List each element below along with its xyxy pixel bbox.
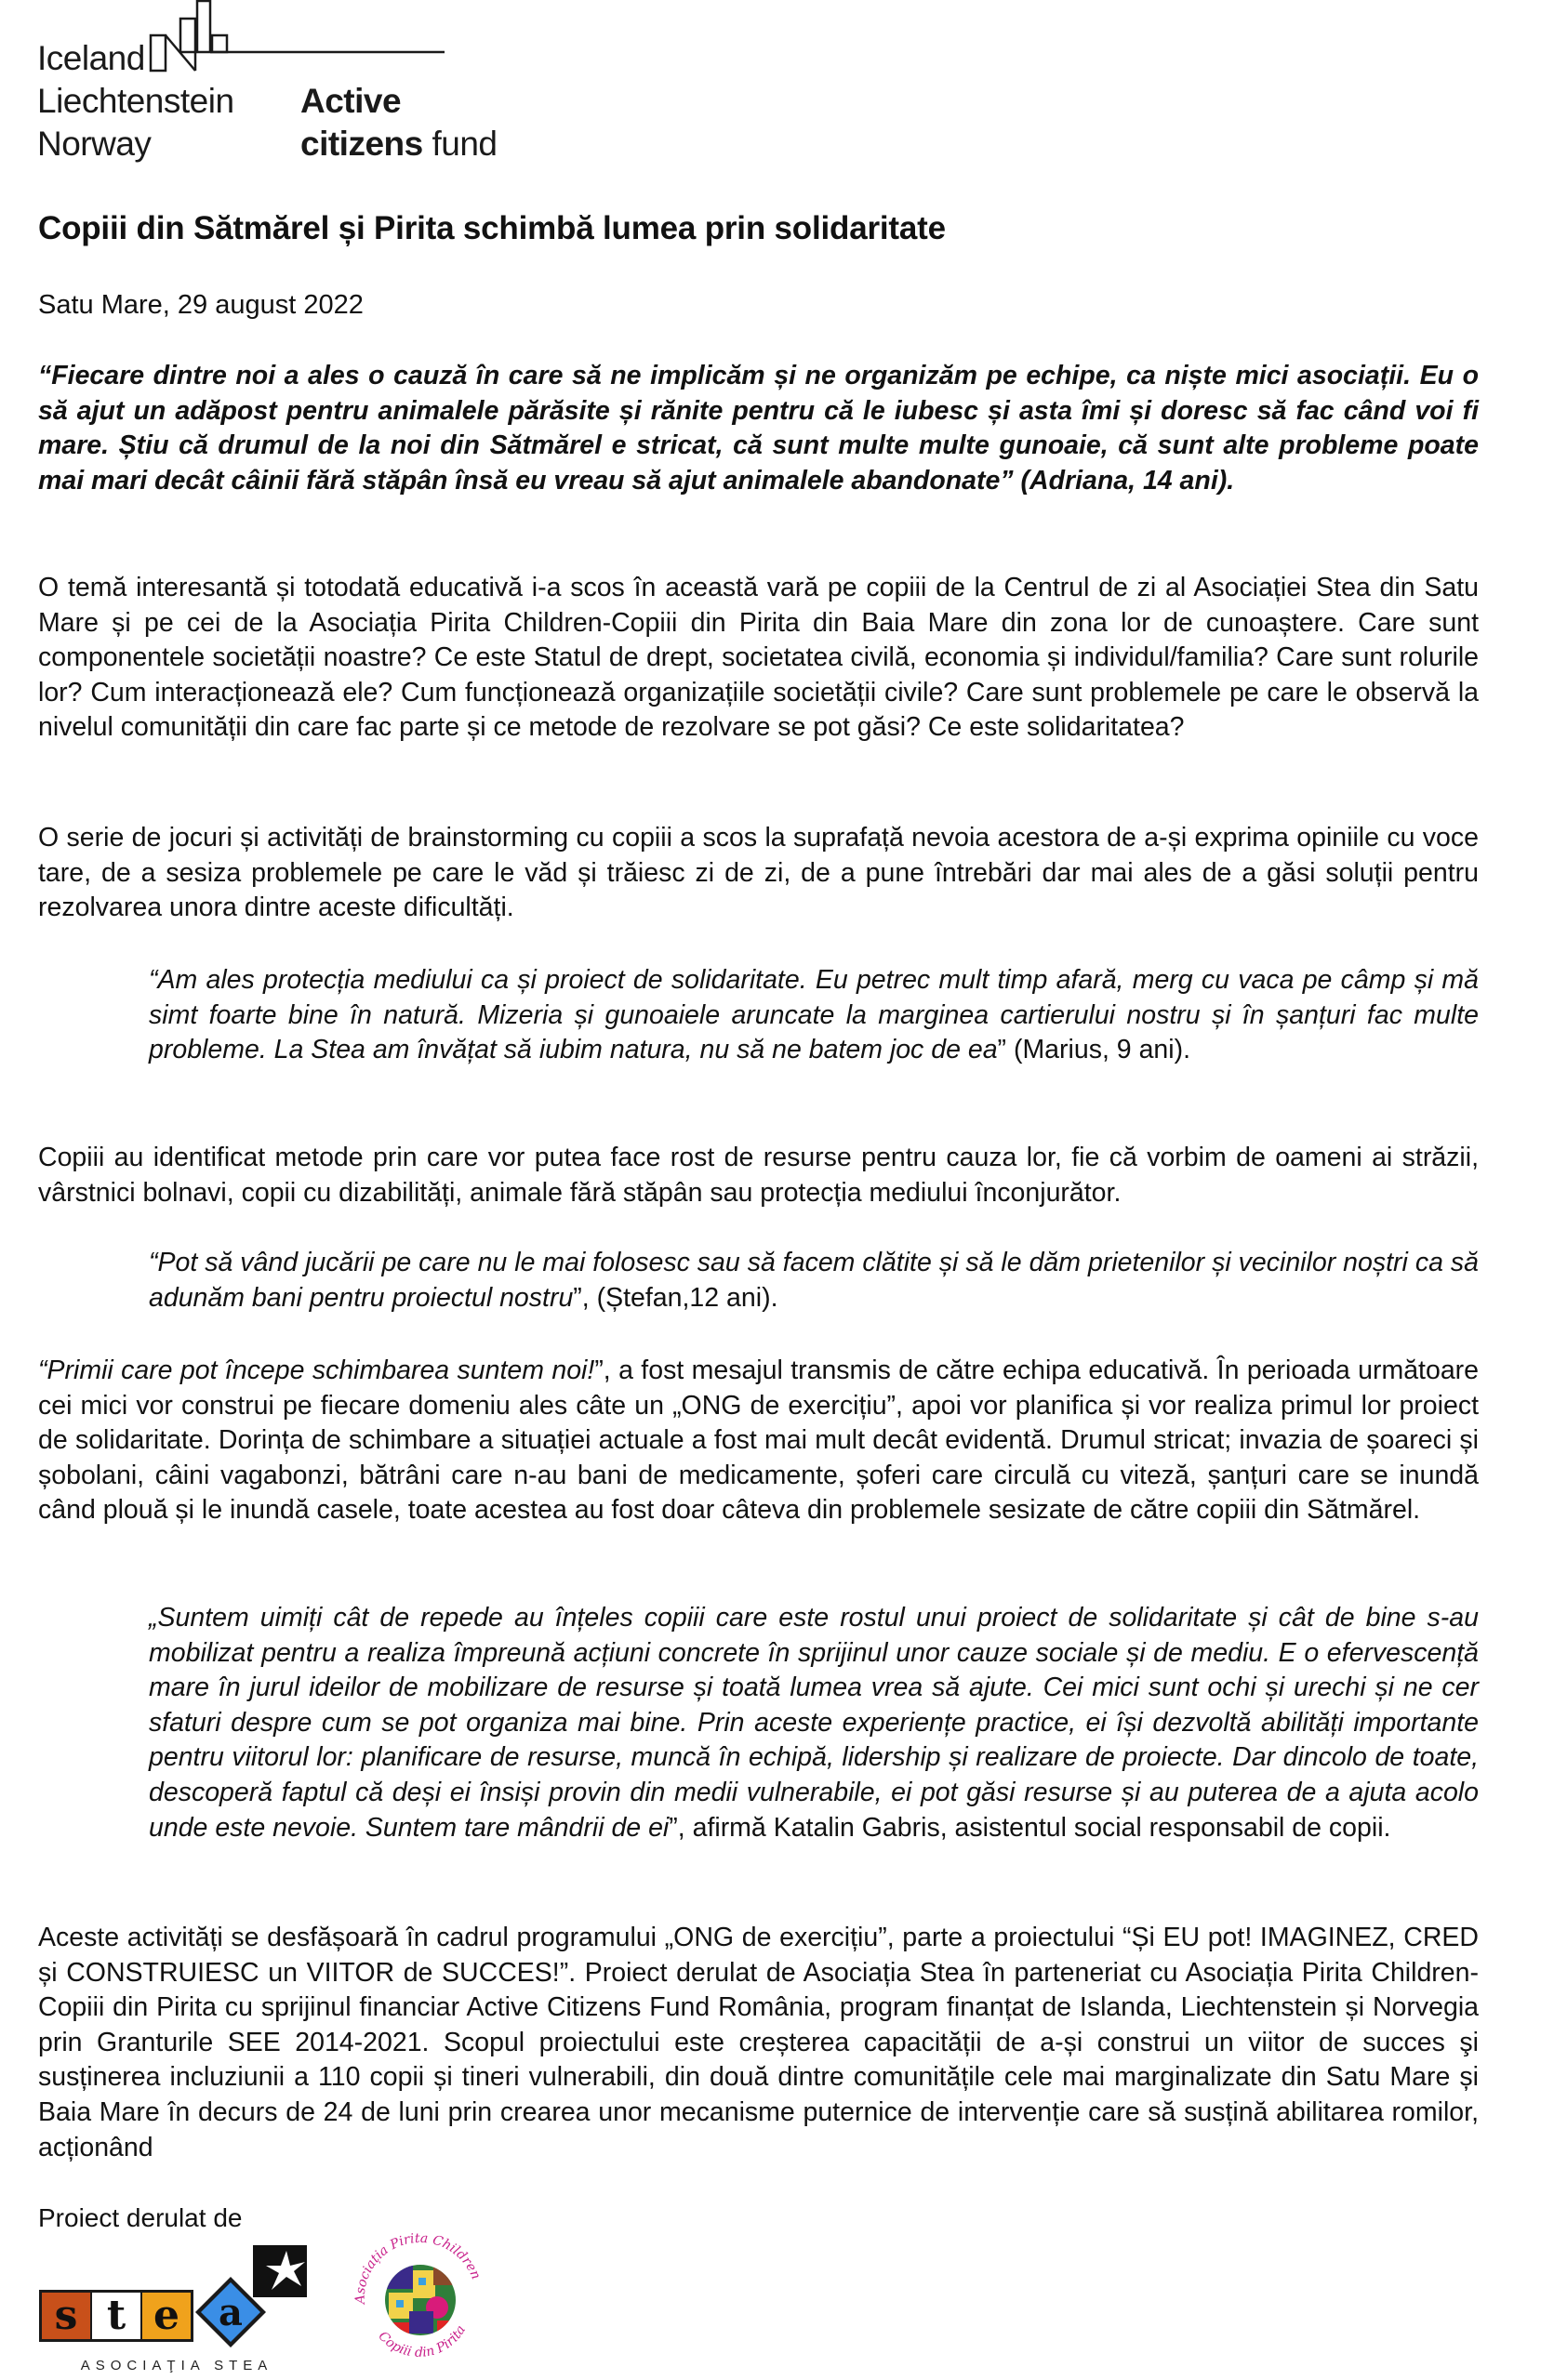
paragraph-1: O temă interesantă și totodată educativă i-a scos în această vară pe copiii de la Centrul de zi al Asociației Stea din Satu Mare și pe cei de la Asociația Pirita Children-Copiii din Pirita din Baia Mare din zona lor de cunoaștere. Care sunt componentele societății noastre? Ce este Statul de drept, societatea civilă, economia și individul/familia? Care sunt rolurile lor? Cum interacționează ele? Cum funcționează organizațiile societății civile? Care sunt problemele pe care le observă la nivelul comunității din care fac parte și ce metode de rezolvare se pot găsi? Ce este solidaritatea? (38, 573, 1479, 743)
quote-stefan-attribution: ”, (Ștefan,12 ani). (573, 1282, 778, 1313)
acf-country-iceland: Iceland (37, 39, 145, 77)
acf-fund-name (300, 80, 498, 165)
acf-citizens: citizens (300, 125, 423, 163)
svg-text:t: t (106, 2292, 126, 2339)
quote-katalin-text: „Suntem uimiți cât de repede au înțeles copiii care este rostul unui proiect de solidaritate și cât de bine s-au mobilizat pentru a realiza împreună acțiuni concrete în sprijinul unor cauze sociale și de mediu. E o efervescență mare în jurul ideilor de mobilizare de resurse și toată lumea vrea să ajute. Cei mici sunt ochi și urechi și ne cer sfaturi despre cum se pot organiza mai bine. Prin aceste experiențe practice, ei își dezvoltă abilități importante pentru viitorul lor: planificare de resurse, muncă în echipă, lidership și realizare de proiecte. Dar dincolo de toate, descoperă faptul că deși ei însiși provin din medii vulnerabile, ei pot găsi resurse și au puterea de a ajuta acolo unde este nevoie. Suntem tare mândrii de ei (149, 1603, 1479, 1843)
article-dateline: Satu Mare, 29 august 2022 (38, 290, 364, 320)
quote-stefan-text: “Pot să vând jucării pe care nu le mai folosesc sau să facem clătite și să le dăm prietenilor și vecinilor noștri ca să adunăm bani pentru proiectul nostru (149, 1248, 1479, 1313)
svg-text:a: a (219, 2291, 243, 2334)
opening-quote-adriana: “Fiecare dintre noi a ales o cauză în care să ne implicăm și ne organizăm pe echipe, ca niște mici asociații. Eu o să ajut un adăpost pentru animalele părăsite și rănite pentru că le iubesc și asta îmi și doresc să fac când voi fi mare. Știu că drumul de la noi din Sătmărel e stricat, că sunt multe multe gunoaie, că sunt alte probleme poate mai mari decât câinii fără stăpân însă eu vreau să ajut animalele abandonate” (Adriana, 14 ani). (38, 361, 1479, 496)
asociatia-stea-logo-icon (37, 2234, 316, 2373)
quote-katalin-attribution: ”, afirmă Katalin Gabris, asistentul social responsabil de copii. (669, 1812, 1391, 1843)
quote-marius-attribution: ” (Marius, 9 ani). (997, 1035, 1191, 1065)
acf-country-liechtenstein: Liechtenstein (37, 82, 234, 120)
article-title: Copiii din Sătmărel și Pirita schimbă lumea prin solidaritate (38, 210, 946, 246)
svg-text:Asociația Pirita Children: Asociația Pirita Children (352, 2230, 484, 2305)
paragraph-5: Aceste activități se desfășoară în cadrul programului „ONG de exercițiu”, parte a proiectului “Și EU pot! IMAGINEZ, CRED și CONSTRUIESC un VIITOR de SUCCES!”. Proiect derulat de Asociația Stea în parteneriat cu Asociația Pirita Children-Copiii din Pirita cu sprijinul financiar Active Citizens Fund România, program finanțat de Islanda, Liechtenstein și Norvegia prin Granturile SEE 2014-2021. Scopul proiectului este creșterea capacității de a-și construi un viitor de succes şi susținerea incluziunii a 110 copii și tineri vulnerabili, din două dintre comunitățile cele mai marginalizate din Satu Mare și Baia Mare în decurs de 24 de luni prin crearea unor mecanisme puternice de intervenție care să susțină abilitarea romilor, acționând (38, 1923, 1479, 2162)
paragraph-4-quote: “Primii care pot începe schimbarea suntem noi! (38, 1355, 595, 1385)
paragraph-4 (38, 1354, 1479, 1528)
quote-marius (149, 963, 1479, 1068)
svg-text:Copiii din Pirita: Copiii din Pirita (375, 2322, 470, 2360)
acf-active: Active (300, 82, 402, 120)
svg-text:ASOCIAŢIA STEA: ASOCIAŢIA STEA (80, 2358, 273, 2373)
asociatia-pirita-children-logo-icon (344, 2222, 493, 2371)
active-citizens-fund-logo (37, 0, 521, 167)
footer-label: Proiect derulat de (38, 2203, 243, 2232)
acf-country-norway: Norway (37, 125, 152, 163)
paragraph-4-text: ”, a fost mesajul transmis de către echipa educativă. În perioada următoare cei mici vor construi pe fiecare domeniu ales câte un „ONG de exercițiu”, apoi vor planifica și vor realiza primul lor proiect de solidaritate. Dorința de schimbare a situației actuale a fost mai mult decât evidentă. Drumul stricat; invazia de șoareci și șobolani, câini vagabonzi, bătrâni care n-au bani de medicamente, șoferi care circulă cu viteză, șanțuri care se inundă când plouă și le inundă casele, toate acestea au fost doar câteva din problemele sesizate de către copiii din Sătmărel. (38, 1355, 1480, 1526)
paragraph-2: O serie de jocuri și activități de brainstorming cu copiii a scos la suprafață nevoia acestora de a-și exprima opiniile cu voce tare, de a sesiza problemele pe care le văd și trăiesc zi de zi, de a pune întrebări dar mai ales de a găsi soluții pentru rezolvarea unora dintre aceste dificultăți. (38, 823, 1479, 923)
svg-text:e: e (153, 2292, 179, 2339)
quote-marius-text: “Am ales protecția mediului ca și proiect de solidaritate. Eu petrec mult timp afară, merg cu vaca pe câmp și mă simt foarte bine în natură. Mizeria și gunoaiele aruncate la marginea cartierului nostru și în șanțuri fac multe probleme. La Stea am învățat să iubim natura, nu să ne batem joc de ea (149, 965, 1479, 1065)
quote-katalin (149, 1601, 1479, 1845)
quote-stefan (149, 1246, 1479, 1316)
paragraph-3: Copiii au identificat metode prin care vor putea face rost de resurse pentru cauza lor, fie că vorbim de oameni ai străzii, vârstnici bolnavi, copii cu dizabilități, animale fără stăpân sau protecția mediului înconjurător. (38, 1143, 1479, 1208)
acf-country-names (37, 37, 234, 165)
acf-fund: fund (422, 125, 498, 163)
svg-text:s: s (54, 2292, 78, 2339)
